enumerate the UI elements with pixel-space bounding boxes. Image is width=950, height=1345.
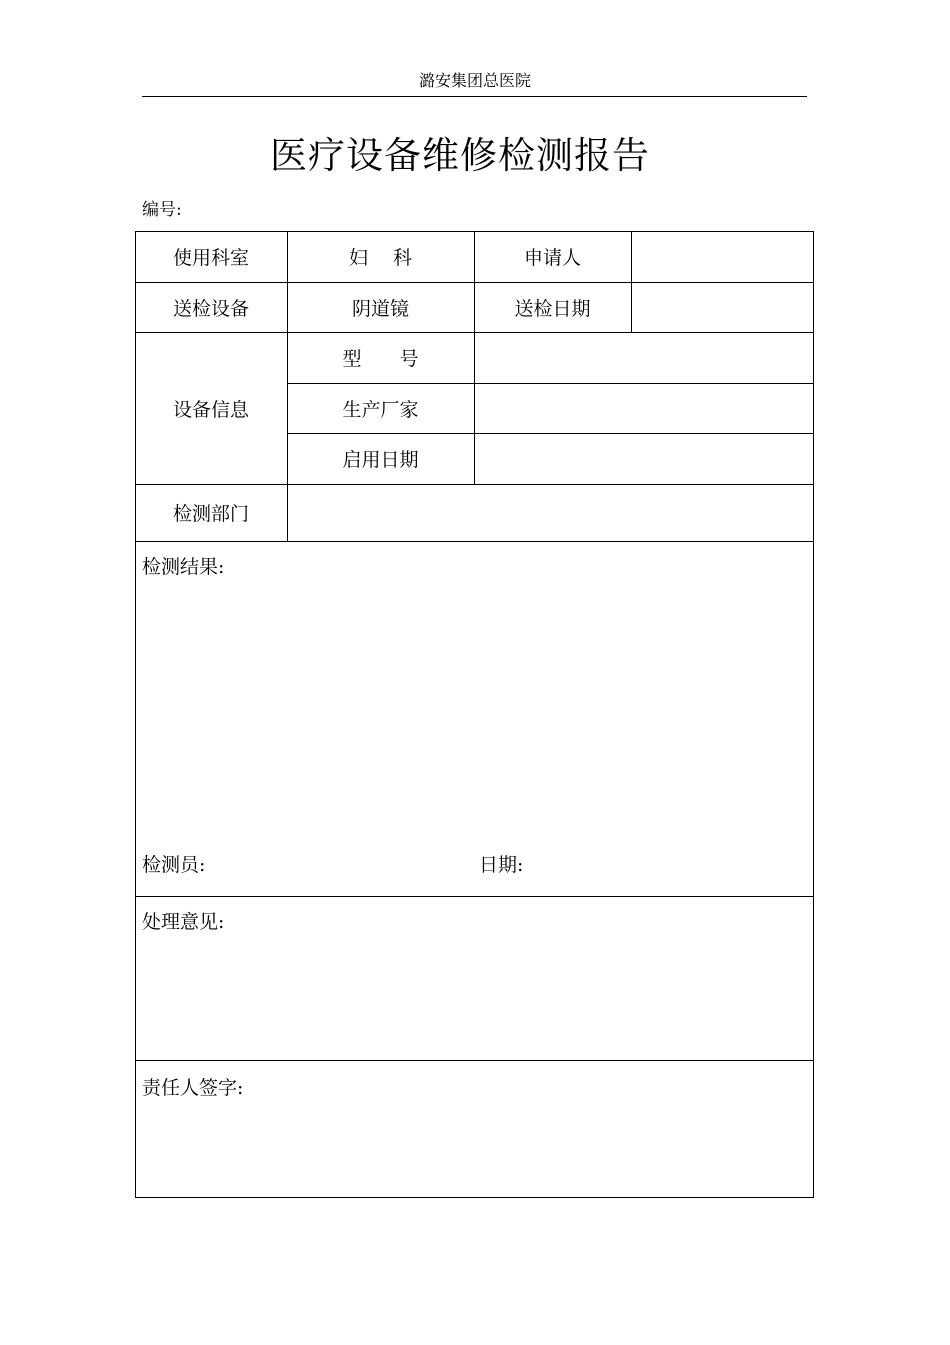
device-info-label: 设备信息 — [172, 398, 249, 421]
applicant-field[interactable] — [631, 231, 813, 282]
inspect-dept-field[interactable] — [287, 484, 813, 541]
submit-date-label: 送检日期 — [514, 297, 591, 320]
dept-value: 妇 科 — [348, 247, 413, 269]
signature-label: 责任人签字: — [142, 1077, 244, 1099]
dept-label: 使用科室 — [172, 247, 249, 269]
inspector-label: 检测员: — [142, 854, 206, 876]
submit-date-field[interactable] — [631, 282, 813, 332]
row-divider — [135, 896, 814, 897]
border-bottom — [135, 1197, 814, 1198]
device-label: 送检设备 — [172, 297, 249, 320]
result-label: 检测结果: — [142, 556, 225, 578]
border-right — [813, 231, 814, 1198]
inspect-dept-label: 检测部门 — [172, 503, 249, 525]
header-rule — [142, 96, 807, 97]
hospital-name: 潞安集团总医院 — [418, 71, 531, 90]
page-title: 医疗设备维修检测报告 — [270, 134, 650, 177]
row-divider — [135, 541, 814, 542]
maker-label: 生产厂家 — [342, 398, 419, 421]
device-value: 阴道镜 — [351, 297, 409, 320]
row-divider — [135, 1060, 814, 1061]
start-date-field[interactable] — [474, 433, 813, 484]
report-form — [135, 231, 814, 1198]
opinion-label: 处理意见: — [142, 911, 225, 933]
model-label: 型 号 — [342, 348, 419, 370]
start-date-label: 启用日期 — [342, 449, 419, 471]
applicant-label: 申请人 — [523, 247, 581, 269]
model-field[interactable] — [474, 332, 813, 383]
maker-field[interactable] — [474, 383, 813, 433]
serial-label: 编号: — [142, 200, 182, 220]
result-date-label: 日期: — [479, 854, 524, 876]
